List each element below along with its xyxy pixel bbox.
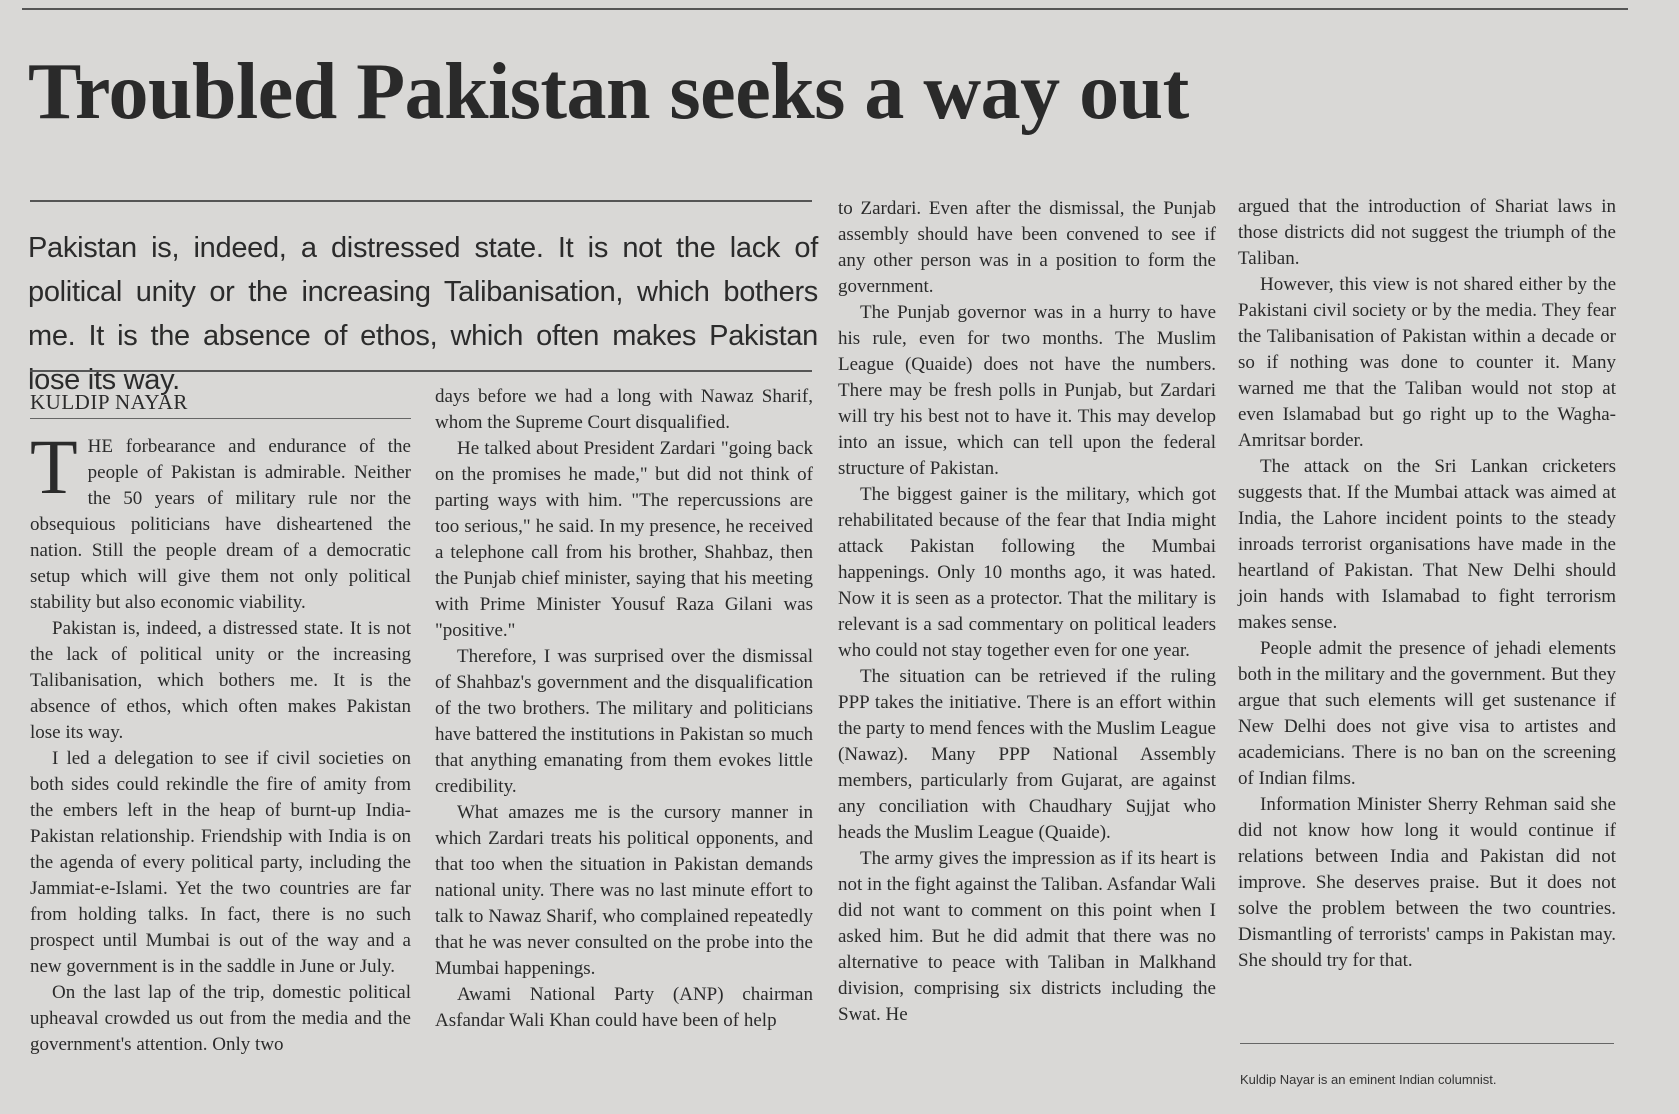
paragraph: People admit the presence of jehadi elements both in the military and the government. But they argue that such elements will get sustenance if New Delhi does not give visa to artistes and academicians. There is no ban on the screening of Indian films. [1238, 638, 1616, 789]
paragraph: On the last lap of the trip, domestic political upheaval crowded us out from the media and the government's attention. Only two [30, 982, 411, 1055]
paragraph: He talked about President Zardari "going back on the promises he made," but did not think of parting ways with him. "The repercussions are too serious," he said. In my presence, he received a telephone call from his brother, Shahbaz, then the Punjab chief minister, saying that his meeting with Prime Minister Yousuf Raza Gilani was "positive." [435, 438, 813, 641]
author-footnote: Kuldip Nayar is an eminent Indian columnist. [1240, 1072, 1497, 1087]
headline: Troubled Pakistan seeks a way out [28, 48, 1189, 136]
paragraph: What amazes me is the cursory manner in which Zardari treats his political opponents, and that too when the situation in Pakistan demands national unity. There was no last minute effort to talk to Nawaz Sharif, who complained repeatedly that he was never consulted on the probe into the Mumbai happenings. [435, 802, 813, 979]
paragraph: The Punjab governor was in a hurry to have his rule, even for two months. The Muslim League (Quaide) does not have the numbers. There may be fresh polls in Punjab, but Zardari will try his best not to have it. This may develop into an issue, which can tell upon the federal structure of Pakistan. [838, 302, 1216, 479]
paragraph: HE forbearance and endurance of the people of Pakistan is admirable. Neither the 50 years of military rule nor the obsequious politicians have disheartened the nation. Still the people dream of a democratic setup which will give them not only political stability but also economic viability. [30, 436, 411, 613]
paragraph: However, this view is not shared either by the Pakistani civil society or by the media. They fear the Talibanisation of Pakistan within a decade or so if nothing was done to counter it. Many warned me that the Taliban would not stop at even Islamabad but go right up to the Wagha-Amritsar border. [1238, 274, 1616, 451]
column-4 [1238, 194, 1616, 974]
byline: KULDIP NAYAR [30, 390, 188, 414]
paragraph: argued that the introduction of Shariat laws in those districts did not suggest the triumph of the Taliban. [1238, 196, 1616, 269]
paragraph: to Zardari. Even after the dismissal, the Punjab assembly should have been convened to see if any other person was in a position to form the government. [838, 198, 1216, 297]
drop-cap: T [30, 423, 78, 510]
byline-rule [30, 418, 411, 419]
paragraph: days before we had a long with Nawaz Sharif, whom the Supreme Court disqualified. [435, 386, 813, 433]
footnote-rule [1240, 1043, 1614, 1044]
column-3 [838, 196, 1216, 1028]
paragraph: The situation can be retrieved if the ruling PPP takes the initiative. There is an effort within the party to mend fences with the Muslim League (Nawaz). Many PPP National Assembly members, particularly from Gujarat, are against any conciliation with Chaudhary Sujjat who heads the Muslim League (Quaide). [838, 666, 1216, 843]
paragraph: The biggest gainer is the military, which got rehabilitated because of the fear that India might attack Pakistan following the Mumbai happenings. Only 10 months ago, it was hated. Now it is seen as a protector. That the military is relevant is a sad commentary on political leaders who could not stay together even for one year. [838, 484, 1216, 661]
column-2 [435, 384, 813, 1034]
paragraph: Information Minister Sherry Rehman said she did not know how long it would continue if relations between India and Pakistan did not improve. She deserves praise. But it does not solve the problem between the two countries. Dismantling of terrorists' camps in Pakistan may. She should try for that. [1238, 794, 1616, 971]
paragraph: The army gives the impression as if its heart is not in the fight against the Taliban. Asfandar Wali did not want to comment on this point when I asked him. But he did admit that there was no alternative to peace with Taliban in Malkhand division, comprising six districts including the Swat. He [838, 848, 1216, 1025]
standfirst-top-rule [30, 200, 812, 202]
paragraph: The attack on the Sri Lankan cricketers suggests that. If the Mumbai attack was aimed at India, the Lahore incident points to the steady inroads terrorist organisations have made in the heartland of Pakistan. That New Delhi should join hands with Islamabad to fight terrorism makes sense. [1238, 456, 1616, 633]
standfirst: Pakistan is, indeed, a distressed state. It is not the lack of political unity or the increasing Talibanisation, which bothers me. It is the absence of ethos, which often makes Pakistan lose its way. [28, 232, 818, 396]
standfirst-bottom-rule [30, 370, 812, 372]
column-1 [30, 423, 411, 1058]
paragraph: Pakistan is, indeed, a distressed state. It is not the lack of political unity or the increasing Talibanisation, which bothers me. It is the absence of ethos, which often makes Pakistan lose its way. [30, 618, 411, 743]
paragraph: Awami National Party (ANP) chairman Asfandar Wali Khan could have been of help [435, 984, 813, 1031]
paragraph: Therefore, I was surprised over the dismissal of Shahbaz's government and the disqualification of the two brothers. The military and politicians have battered the institutions in Pakistan so much that anything emanating from them evokes little credibility. [435, 646, 813, 797]
paragraph: I led a delegation to see if civil societies on both sides could rekindle the fire of amity from the embers left in the heap of burnt-up India-Pakistan relationship. Friendship with India is on the agenda of every political party, including the Jammiat-e-Islami. Yet the two countries are far from holding talks. In fact, there is no such prospect until Mumbai is out of the way and a new government is in the saddle in June or July. [30, 748, 411, 977]
top-rule [22, 8, 1628, 10]
